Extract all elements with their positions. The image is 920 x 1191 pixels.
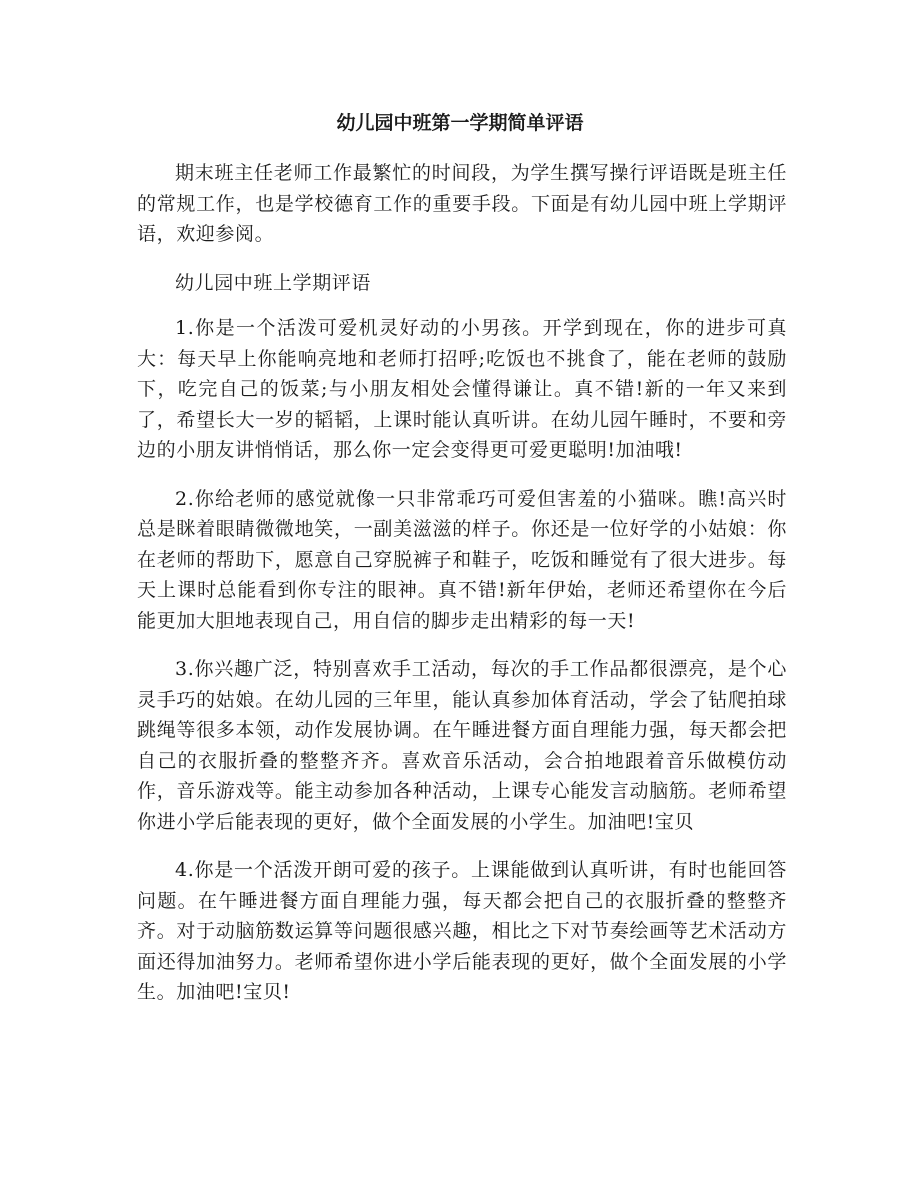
comment-paragraph-3: 3.你兴趣广泛，特别喜欢手工活动，每次的手工作品都很漂亮，是个心灵手巧的姑娘。在幼儿园的三年里，能认真参加体育活动，学会了钻爬拍球跳绳等很多本领，动作发展协调。在午睡进餐方面自理能力强，每天都会把自己的衣服折叠的整整齐齐。喜欢音乐活动，会合拍地跟着音乐做模仿动作，音乐游戏等。能主动参加各种活动，上课专心能发言动脑筋。老师希望你进小学后能表现的更好，做个全面发展的小学生。加油吧!宝贝	[137, 658, 787, 833]
document-title: 幼儿园中班第一学期简单评语	[336, 112, 584, 134]
comment-paragraph-4: 4.你是一个活泼开朗可爱的孩子。上课能做到认真听讲，有时也能回答问题。在午睡进餐方面自理能力强，每天都会把自己的衣服折叠的整整齐齐。对于动脑筋数运算等问题很感兴趣，相比之下对节奏绘画等艺术活动方面还得加油努力。老师希望你进小学后能表现的更好，做个全面发展的小学生。加油吧!宝贝!	[137, 859, 787, 1003]
comment-paragraph-2: 2.你给老师的感觉就像一只非常乖巧可爱但害羞的小猫咪。瞧!高兴时总是眯着眼睛微微地笑，一副美滋滋的样子。你还是一位好学的小姑娘：你在老师的帮助下，愿意自己穿脱裤子和鞋子，吃饭和睡觉有了很大进步。每天上课时总能看到你专注的眼神。真不错!新年伊始，老师还希望你在今后能更加大胆地表现自己，用自信的脚步走出精彩的每一天!	[137, 487, 787, 632]
document-body	[137, 158, 787, 1026]
section-heading: 幼儿园中班上学期评语	[175, 271, 372, 294]
intro-paragraph: 期末班主任老师工作最繁忙的时间段，为学生撰写操行评语既是班主任的常规工作，也是学校德育工作的重要手段。下面是有幼儿园中班上学期评语，欢迎参阅。	[137, 162, 787, 245]
comment-paragraph-1: 1.你是一个活泼可爱机灵好动的小男孩。开学到现在，你的进步可真大：每天早上你能响亮地和老师打招呼;吃饭也不挑食了，能在老师的鼓励下，吃完自己的饭菜;与小朋友相处会懂得谦让。真不错!新的一年又来到了，希望长大一岁的韬韬，上课时能认真听讲。在幼儿园午睡时，不要和旁边的小朋友讲悄悄话，那么你一定会变得更可爱更聪明!加油哦!	[137, 317, 787, 461]
